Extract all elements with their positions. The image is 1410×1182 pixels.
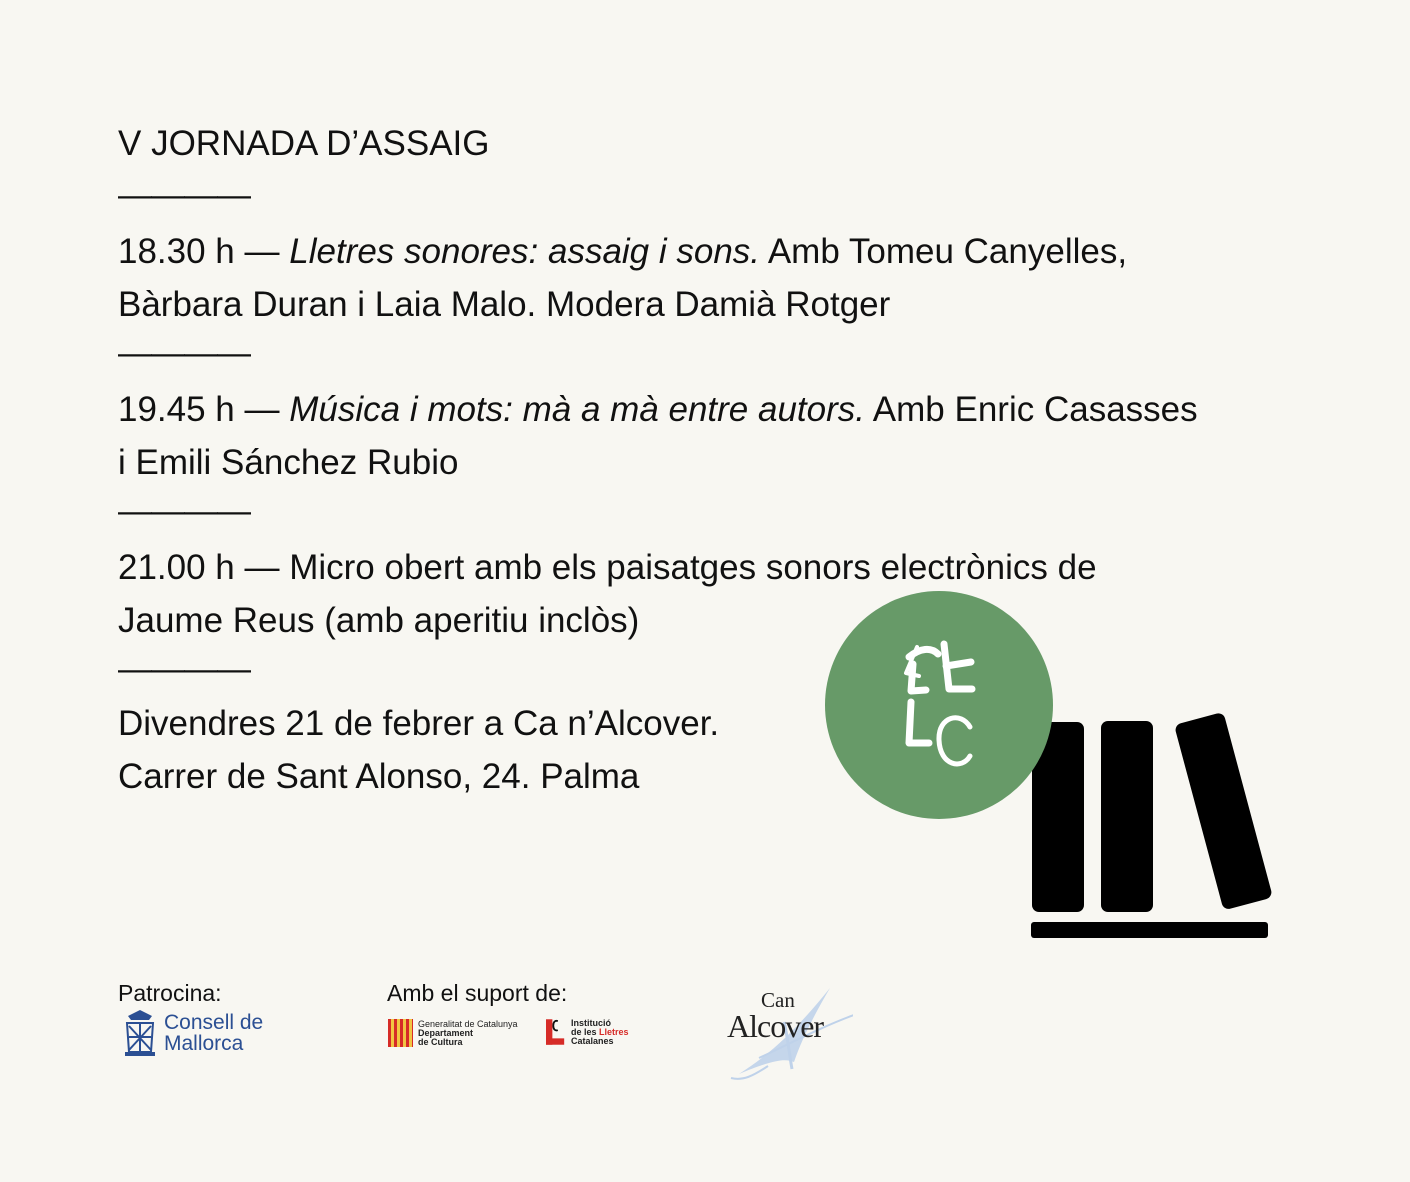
institucio-mark-icon bbox=[546, 1018, 566, 1046]
consell-de-mallorca-logo bbox=[122, 1007, 272, 1059]
separator: ———— bbox=[118, 176, 250, 214]
books-icon bbox=[1031, 712, 1273, 938]
generalitat-line: Departament bbox=[418, 1027, 474, 1038]
green-circle-logo-icon bbox=[825, 591, 1053, 819]
separator: ———— bbox=[118, 492, 250, 530]
generalitat-line: Generalitat de Catalunya bbox=[418, 1018, 518, 1029]
generalitat-text bbox=[418, 1020, 518, 1047]
alcover-can-text: Can bbox=[761, 988, 795, 1012]
generalitat-logo bbox=[388, 1018, 533, 1048]
separator: ———— bbox=[118, 334, 250, 372]
event-item bbox=[118, 383, 1288, 489]
can-alcover-logo bbox=[718, 980, 853, 1090]
institucio-de-les-lletres-catalanes-logo bbox=[546, 1017, 656, 1047]
event-line bbox=[118, 225, 1288, 278]
event-title: Música i mots: mà a mà entre autors. bbox=[289, 390, 865, 429]
event-title: Lletres sonores: assaig i sons. bbox=[289, 232, 761, 271]
page-title: V JORNADA D’ASSAIG bbox=[118, 124, 490, 163]
generalitat-icon bbox=[388, 1019, 413, 1047]
location-date: Divendres 21 de febrer a Ca n’Alcover. bbox=[118, 704, 720, 743]
footer-sponsors bbox=[118, 980, 878, 1090]
event-time: 19.45 h — bbox=[118, 390, 290, 429]
institucio-text bbox=[571, 1019, 629, 1046]
separator: ———— bbox=[118, 650, 250, 688]
generalitat-line: de Cultura bbox=[418, 1036, 463, 1047]
alcover-name-text: Alcover bbox=[727, 1008, 824, 1044]
consell-text bbox=[164, 1012, 263, 1054]
sponsor-label: Patrocina: bbox=[118, 980, 222, 1006]
event-item bbox=[118, 225, 1288, 331]
consell-line: Mallorca bbox=[164, 1032, 244, 1055]
consell-crest-icon bbox=[122, 1008, 158, 1058]
books-badge-illustration bbox=[825, 590, 1275, 950]
institucio-line: Institució bbox=[571, 1017, 611, 1028]
event-line: Jaume Reus (amb aperitiu inclòs) bbox=[118, 601, 640, 640]
support-label: Amb el suport de: bbox=[387, 980, 568, 1006]
event-participants: Amb Enric Casasses bbox=[865, 390, 1198, 429]
event-line: Bàrbara Duran i Laia Malo. Modera Damià Rotger bbox=[118, 285, 891, 324]
event-line: i Emili Sánchez Rubio bbox=[118, 443, 459, 482]
event-line: 21.00 h — Micro obert amb els paisatges sonors electrònics de bbox=[118, 548, 1097, 587]
institucio-line: de les Lletres bbox=[571, 1026, 629, 1037]
event-line bbox=[118, 383, 1288, 436]
institucio-line: Catalanes bbox=[571, 1035, 614, 1046]
consell-line: Consell de bbox=[164, 1011, 264, 1034]
event-time: 18.30 h — bbox=[118, 232, 290, 271]
location-address: Carrer de Sant Alonso, 24. Palma bbox=[118, 757, 640, 796]
event-participants: Amb Tomeu Canyelles, bbox=[760, 232, 1128, 271]
